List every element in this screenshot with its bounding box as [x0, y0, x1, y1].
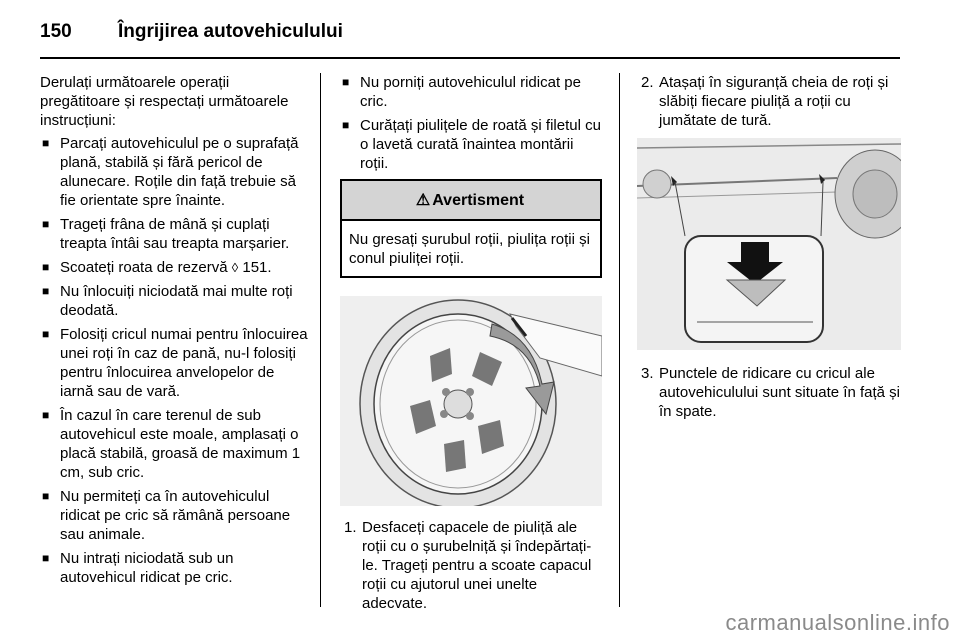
- watermark: carmanualsonline.info: [725, 610, 950, 635]
- column-1: [40, 73, 308, 592]
- warning-title: Avertisment: [432, 191, 525, 209]
- column-3: [637, 73, 901, 425]
- list-item: ■ În cazul în care terenul de sub autovehicul este moale, amplasați o placă stabilă, groasă de maximum 1 cm, sub cric.: [40, 406, 308, 482]
- steps-list-a: [340, 518, 602, 613]
- warning-box: [340, 179, 602, 278]
- safety-list: [340, 73, 602, 173]
- list-item: ■ Nu înlocuiți niciodată mai multe roți deodată.: [40, 282, 308, 320]
- list-item: ■ Parcați autovehiculul pe o suprafață plană, stabilă și fără pericol de alunecare. Roțile din față trebuie să fie orientate spre înainte.: [40, 134, 308, 210]
- warning-triangle-icon: ⚠: [415, 191, 431, 209]
- list-item: 3. Punctele de ridicare cu cricul ale autovehiculului sunt situate în față și în spate.: [641, 365, 900, 420]
- steps-list-c: [637, 364, 901, 421]
- preparation-list: [40, 134, 308, 587]
- column-divider-1: [320, 73, 321, 607]
- list-item: ■ Curățați piulițele de roată și filetul cu o lavetă curată înaintea montării roții.: [340, 116, 602, 173]
- wheel-cover-removal-illustration: [340, 296, 602, 506]
- list-item: ■ Nu permiteți ca în autovehiculul ridicat pe cric să rămână persoane sau animale.: [40, 487, 308, 544]
- list-item: ■ Trageți frâna de mână și cuplați treapta întâi sau treapta marșarier.: [40, 215, 308, 253]
- list-item: 1. Desfaceți capacele de piuliță ale roții cu o șurubelniță și îndepărtați-le. Trageți pentru a scoate capacul roții cu ajutorul unei unelte adecvate.: [344, 519, 592, 612]
- page-title: Îngrijirea autovehiculului: [118, 21, 343, 42]
- list-item: ■ Nu intrați niciodată sub un autovehicul ridicat pe cric.: [40, 549, 308, 587]
- intro-paragraph: Derulați următoarele operații pregătitoare și respectați următoarele instrucțiuni:: [40, 74, 289, 129]
- jacking-point-illustration: [637, 138, 901, 350]
- list-item: ■ Folosiți cricul numai pentru înlocuirea unei roți în caz de pană, nu-l folosiți pentru înlocuirea anvelopelor de iarnă sau de vară.: [40, 325, 308, 401]
- column-2: [340, 73, 602, 617]
- header-rule: [40, 57, 900, 59]
- list-item: 2. Atașați în siguranță cheia de roți și slăbiți fiecare piuliță a roții cu jumătate de tură.: [641, 74, 889, 129]
- list-item: ■ Nu porniți autovehiculul ridicat pe cric.: [340, 73, 602, 111]
- warning-header: [342, 181, 600, 221]
- warning-text: Nu gresați șurubul roții, piulița roții și conul piuliței roții.: [349, 231, 590, 267]
- page-number: 150: [40, 21, 72, 42]
- column-divider-2: [619, 73, 620, 607]
- page-ref-icon: ◊: [231, 260, 239, 275]
- steps-list-b: [637, 73, 901, 130]
- list-item: ■ Scoateți roata de rezervă ◊ 151.: [40, 258, 308, 277]
- page-ref-link[interactable]: 151.: [242, 259, 272, 276]
